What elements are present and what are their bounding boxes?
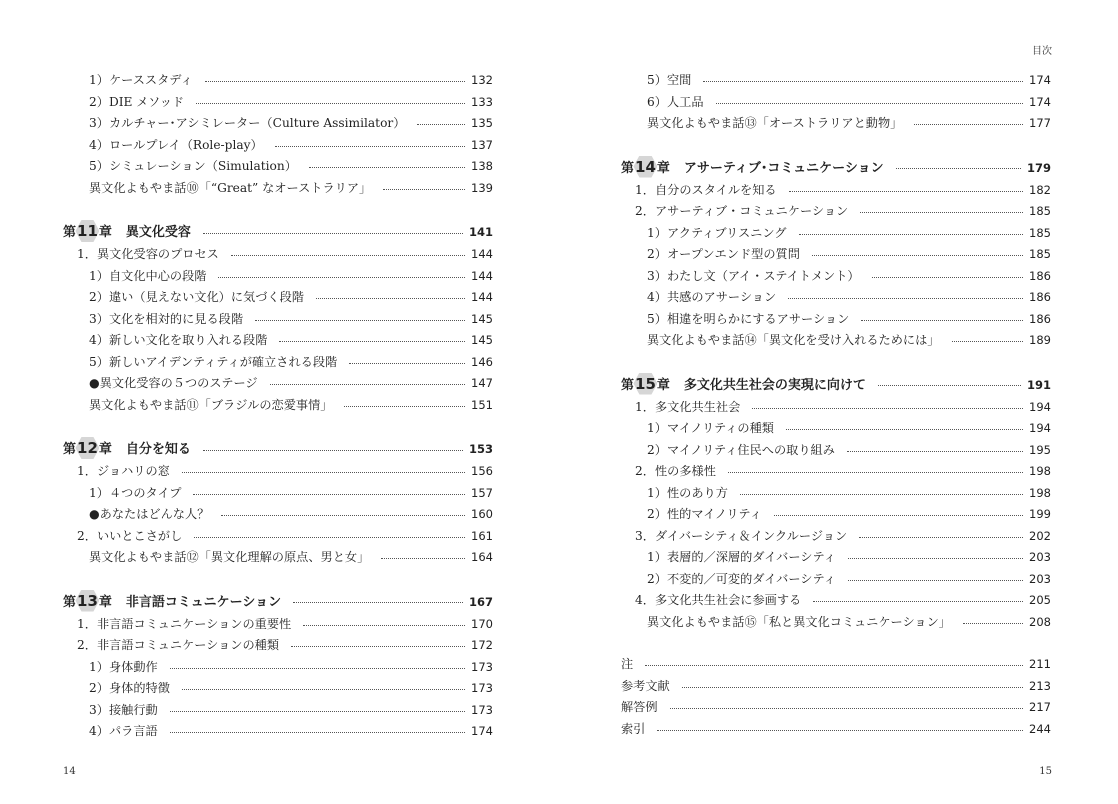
entry-title: 異文化よもやま話⑬「オーストラリアと動物」 — [647, 116, 903, 130]
toc-entry[interactable] — [63, 614, 493, 636]
page-ref: 173 — [471, 659, 493, 674]
toc-entry[interactable] — [621, 287, 1051, 309]
dot-leader — [255, 320, 465, 321]
page-ref: 146 — [471, 354, 493, 369]
toc-entry[interactable] — [621, 70, 1051, 92]
entry-title: 2．アサーティブ・コミュニケーション — [635, 204, 849, 218]
dot-leader — [740, 494, 1023, 495]
toc-entry[interactable] — [63, 526, 493, 548]
entry-title: 3）カルチャー･アシミレーター（Culture Assimilator） — [89, 116, 406, 130]
page-ref: 202 — [1029, 528, 1051, 543]
dot-leader — [848, 580, 1023, 581]
dot-leader — [963, 623, 1023, 624]
dot-leader — [716, 103, 1024, 104]
toc-entry[interactable] — [621, 676, 1051, 698]
entry-title: 2）DIE メソッド — [89, 94, 185, 109]
dot-leader — [703, 81, 1023, 82]
entry-title: 2）違い（見えない文化）に気づく段階 — [89, 290, 304, 304]
page-ref: 208 — [1029, 614, 1051, 629]
page-ref: 172 — [471, 638, 493, 652]
dot-leader — [799, 234, 1024, 235]
dot-leader — [293, 602, 463, 603]
page-ref: 203 — [1029, 571, 1051, 586]
page-ref: 164 — [471, 550, 493, 564]
dot-leader — [182, 689, 465, 690]
page-ref: 191 — [1026, 377, 1051, 392]
entry-title: 異文化よもやま話⑫「異文化理解の原点、男と女」 — [89, 550, 370, 564]
dot-leader — [170, 732, 465, 733]
dot-leader — [872, 277, 1023, 278]
dot-leader — [682, 687, 1023, 688]
page-ref: 174 — [1029, 73, 1051, 87]
toc-entry[interactable] — [63, 135, 493, 157]
toc-entry[interactable] — [621, 461, 1051, 483]
toc-right — [621, 70, 1051, 740]
section-gap — [621, 633, 1051, 654]
dot-leader — [221, 515, 465, 516]
page-ref: 144 — [471, 290, 493, 304]
toc-entry[interactable] — [63, 309, 493, 331]
toc-entry[interactable] — [621, 612, 1051, 634]
page-ref: 160 — [471, 507, 493, 521]
page-ref: 139 — [471, 180, 493, 195]
entry-title: 4．多文化共生社会に参画する — [635, 593, 802, 607]
page-ref: 137 — [471, 137, 493, 152]
chapter-heading[interactable] — [63, 590, 493, 614]
dot-leader — [193, 494, 465, 495]
dot-leader — [383, 189, 465, 190]
toc-entry[interactable] — [621, 719, 1051, 741]
chapter-number: 13 — [76, 589, 99, 613]
toc-entry[interactable] — [63, 657, 493, 679]
chapter-suffix: 章 — [656, 160, 670, 176]
entry-title: 2）不変的／可変的ダイバーシティ — [647, 571, 836, 586]
chapter-name: アサーティブ･コミュニケーション — [683, 160, 884, 176]
page-ref: 170 — [471, 616, 493, 631]
dot-leader — [291, 646, 465, 647]
page-ref: 198 — [1029, 485, 1051, 500]
page-ref: 217 — [1029, 700, 1051, 714]
toc-entry[interactable] — [621, 590, 1051, 612]
dot-leader — [417, 124, 465, 125]
dot-leader — [914, 124, 1023, 125]
toc-entry[interactable] — [621, 483, 1051, 505]
page-ref: 144 — [471, 268, 493, 283]
entry-title: 2．性の多様性 — [635, 464, 716, 478]
chapter-suffix: 章 — [98, 442, 112, 457]
chapter-prefix: 第 — [63, 225, 77, 240]
dot-leader — [218, 277, 465, 278]
toc-entry[interactable] — [621, 113, 1051, 135]
page-ref: 145 — [471, 311, 493, 326]
page-ref: 244 — [1029, 721, 1051, 736]
chapter-name: 異文化受容 — [125, 225, 191, 240]
dot-leader — [303, 625, 465, 626]
page-ref: 179 — [1026, 160, 1051, 175]
chapter-heading[interactable] — [621, 156, 1051, 180]
dot-leader — [813, 601, 1023, 602]
page-ref: 186 — [1029, 268, 1051, 283]
entry-title: 4）新しい文化を取り入れる段階 — [89, 333, 268, 347]
dot-leader — [861, 320, 1023, 321]
entry-title: 1）自文化中心の段階 — [89, 268, 207, 283]
entry-title: 3．ダイバーシティ＆インクルージョン — [635, 528, 848, 543]
page-ref: 141 — [468, 225, 493, 239]
chapter-heading[interactable] — [621, 373, 1051, 397]
page-ref: 194 — [1029, 399, 1051, 414]
toc-entry[interactable] — [621, 440, 1051, 462]
chapter-title — [63, 436, 191, 462]
entry-title: 4）パラ言語 — [89, 724, 158, 738]
toc-entry[interactable] — [63, 113, 493, 135]
page-ref: 145 — [471, 333, 493, 347]
chapter-suffix: 章 — [98, 594, 112, 610]
page-ref: 211 — [1029, 657, 1051, 671]
entry-title: 2）オープンエンド型の質問 — [647, 247, 800, 261]
entry-title: 1．異文化受容のプロセス — [77, 247, 219, 261]
page-ref: 174 — [1029, 94, 1051, 109]
dot-leader — [752, 408, 1023, 409]
toc-entry[interactable] — [621, 201, 1051, 223]
toc-entry[interactable] — [621, 330, 1051, 352]
entry-title: 1．ジョハリの窓 — [77, 464, 170, 478]
page-ref: 194 — [1029, 421, 1051, 435]
chapter-title — [621, 155, 884, 181]
chapter-heading[interactable] — [63, 220, 493, 244]
page-ref: 185 — [1029, 204, 1051, 218]
entry-title: 1．非言語コミュニケーションの重要性 — [77, 616, 292, 631]
page-ref: 205 — [1029, 593, 1051, 607]
toc-entry[interactable] — [63, 483, 493, 505]
entry-title: 注 — [621, 657, 634, 671]
chapter-prefix: 第 — [63, 442, 77, 457]
toc-entry[interactable] — [63, 352, 493, 374]
entry-title: 異文化よもやま話⑮「私と異文化コミュニケーション」 — [647, 614, 951, 629]
dot-leader — [231, 255, 465, 256]
dot-leader — [789, 191, 1023, 192]
dot-leader — [774, 515, 1023, 516]
entry-title: 6）人工品 — [647, 94, 704, 109]
right-page — [559, 0, 1118, 804]
page-ref: 156 — [471, 464, 493, 478]
entry-title: 1）アクティブリスニング — [647, 225, 787, 240]
dot-leader — [859, 537, 1023, 538]
entry-title: 1）性のあり方 — [647, 485, 728, 500]
toc-entry[interactable] — [63, 244, 493, 266]
dot-leader — [349, 363, 465, 364]
toc-entry[interactable] — [63, 70, 493, 92]
entry-title: 異文化よもやま話⑭「異文化を受け入れるためには」 — [647, 333, 940, 347]
chapter-prefix: 第 — [63, 594, 77, 610]
toc-entry[interactable] — [63, 700, 493, 722]
dot-leader — [203, 233, 463, 234]
toc-entry[interactable] — [63, 178, 493, 200]
dot-leader — [279, 341, 465, 342]
toc-entry[interactable] — [621, 654, 1051, 676]
dot-leader — [728, 472, 1023, 473]
dot-leader — [670, 708, 1023, 709]
toc-entry[interactable] — [621, 266, 1051, 288]
toc-entry[interactable] — [63, 266, 493, 288]
page-ref: 138 — [471, 159, 493, 173]
page-ref: 185 — [1029, 247, 1051, 261]
toc-entry[interactable] — [63, 373, 493, 395]
entry-title: 2．いいとこさがし — [77, 528, 183, 543]
chapter-suffix: 章 — [656, 377, 670, 393]
dot-leader — [657, 730, 1023, 731]
toc-entry[interactable] — [63, 547, 493, 569]
page-ref: 144 — [471, 247, 493, 261]
entry-title: 1．多文化共生社会 — [635, 399, 741, 414]
entry-title: 5）相違を明らかにするアサーション — [647, 311, 850, 326]
chapter-number: 11 — [76, 219, 99, 243]
entry-title: 4）共感のアサーション — [647, 290, 777, 304]
entry-title: 1．自分のスタイルを知る — [635, 182, 777, 197]
toc-entry[interactable] — [63, 461, 493, 483]
entry-title: 解答例 — [621, 700, 658, 714]
chapter-number: 12 — [76, 436, 99, 460]
toc-entry[interactable] — [621, 397, 1051, 419]
entry-title: 1）４つのタイプ — [89, 485, 182, 500]
page-ref: 203 — [1029, 550, 1051, 564]
dot-leader — [812, 255, 1023, 256]
page-ref: 186 — [1029, 290, 1051, 304]
dot-leader — [196, 103, 465, 104]
dot-leader — [194, 537, 465, 538]
page-ref: 161 — [471, 528, 493, 543]
chapter-prefix: 第 — [621, 160, 635, 176]
dot-leader — [896, 168, 1021, 169]
chapter-number: 14 — [634, 155, 657, 179]
page-ref: 189 — [1029, 333, 1051, 347]
page-ref: 157 — [471, 485, 493, 500]
chapter-heading[interactable] — [63, 437, 493, 461]
chapter-title — [63, 589, 281, 615]
page-ref: 167 — [468, 594, 493, 609]
dot-leader — [203, 450, 463, 451]
dot-leader — [270, 384, 465, 385]
entry-title: 1）ケーススタディ — [89, 73, 193, 87]
entry-title: ●異文化受容の５つのステージ — [89, 376, 258, 390]
dot-leader — [847, 451, 1023, 452]
page-number-left: 14 — [63, 766, 76, 777]
entry-title: 参考文献 — [621, 678, 670, 693]
page-ref: 153 — [468, 442, 493, 456]
toc-entry[interactable] — [63, 635, 493, 657]
toc-entry[interactable] — [63, 92, 493, 114]
chapter-suffix: 章 — [98, 225, 112, 240]
page-ref: 186 — [1029, 311, 1051, 326]
toc-entry[interactable] — [621, 504, 1051, 526]
toc-entry[interactable] — [63, 395, 493, 417]
toc-entry[interactable] — [621, 180, 1051, 202]
toc-entry[interactable] — [621, 547, 1051, 569]
dot-leader — [205, 81, 465, 82]
chapter-number: 15 — [634, 372, 657, 396]
toc-entry[interactable] — [63, 156, 493, 178]
toc-entry[interactable] — [621, 92, 1051, 114]
dot-leader — [878, 385, 1021, 386]
entry-title: 3）文化を相対的に見る段階 — [89, 311, 244, 326]
entry-title: 2．非言語コミュニケーションの種類 — [77, 638, 280, 652]
toc-entry[interactable] — [621, 697, 1051, 719]
entry-title: 1）表層的／深層的ダイバーシティ — [647, 550, 836, 564]
page-ref: 198 — [1029, 464, 1051, 478]
toc-entry[interactable] — [63, 287, 493, 309]
entry-title: 3）わたし文（アイ・ステイトメント） — [647, 268, 860, 283]
entry-title: 異文化よもやま話⑩「“Great” なオーストラリア」 — [89, 180, 372, 195]
page-ref: 151 — [471, 397, 493, 412]
dot-leader — [170, 668, 465, 669]
toc-entry[interactable] — [621, 223, 1051, 245]
dot-leader — [860, 212, 1023, 213]
chapter-name: 自分を知る — [125, 442, 191, 457]
page-ref: 135 — [471, 116, 493, 130]
dot-leader — [848, 558, 1023, 559]
dot-leader — [275, 146, 465, 147]
dot-leader — [170, 711, 465, 712]
entry-title: 2）マイノリティ住民への取り組み — [647, 442, 835, 457]
chapter-name: 多文化共生社会の実現に向けて — [683, 377, 866, 393]
page-ref: 173 — [471, 681, 493, 695]
entry-title: 5）シミュレーション（Simulation） — [89, 159, 297, 173]
entry-title: 異文化よもやま話⑪「ブラジルの恋愛事情」 — [89, 397, 333, 412]
dot-leader — [316, 298, 465, 299]
running-head: 目次 — [1032, 46, 1052, 57]
chapter-prefix: 第 — [621, 377, 635, 393]
page-ref: 199 — [1029, 507, 1051, 521]
toc-entry[interactable] — [621, 244, 1051, 266]
entry-title: 3）接触行動 — [89, 702, 158, 717]
page-ref: 177 — [1029, 116, 1051, 130]
dot-leader — [344, 406, 465, 407]
toc-entry[interactable] — [63, 721, 493, 743]
page-ref: 182 — [1029, 182, 1051, 197]
entry-title: 2）性的マイノリティ — [647, 507, 762, 521]
page-ref: 213 — [1029, 678, 1051, 693]
entry-title: ●あなたはどんな人？ — [89, 507, 210, 521]
entry-title: 2）身体的特徴 — [89, 681, 170, 695]
entry-title: 5）空間 — [647, 73, 692, 87]
dot-leader — [952, 341, 1024, 342]
toc-entry[interactable] — [621, 526, 1051, 548]
entry-title: 1）身体動作 — [89, 659, 158, 674]
entry-title: 1）マイノリティの種類 — [647, 421, 774, 435]
toc-entry[interactable] — [63, 330, 493, 352]
dot-leader — [645, 665, 1023, 666]
toc-left — [63, 70, 493, 743]
entry-title: 索引 — [621, 721, 646, 736]
toc-entry[interactable] — [63, 504, 493, 526]
dot-leader — [786, 429, 1023, 430]
chapter-title — [63, 219, 191, 245]
chapter-name: 非言語コミュニケーション — [125, 594, 282, 610]
page-ref: 174 — [471, 724, 493, 738]
entry-title: 4）ロールプレイ（Role-play） — [89, 137, 263, 152]
entry-title: 5）新しいアイデンティティが確立される段階 — [89, 354, 338, 369]
page-ref: 132 — [471, 73, 493, 87]
page-ref: 133 — [471, 94, 493, 109]
toc-entry[interactable] — [621, 418, 1051, 440]
page-number-right: 15 — [1039, 766, 1052, 777]
toc-entry[interactable] — [621, 569, 1051, 591]
chapter-title — [621, 372, 866, 398]
dot-leader — [182, 472, 465, 473]
page-ref: 147 — [471, 376, 493, 390]
dot-leader — [788, 298, 1023, 299]
page-ref: 195 — [1029, 442, 1051, 457]
toc-entry[interactable] — [63, 678, 493, 700]
toc-entry[interactable] — [621, 309, 1051, 331]
page-ref: 173 — [471, 702, 493, 717]
dot-leader — [309, 167, 465, 168]
dot-leader — [381, 558, 465, 559]
page-ref: 185 — [1029, 225, 1051, 240]
